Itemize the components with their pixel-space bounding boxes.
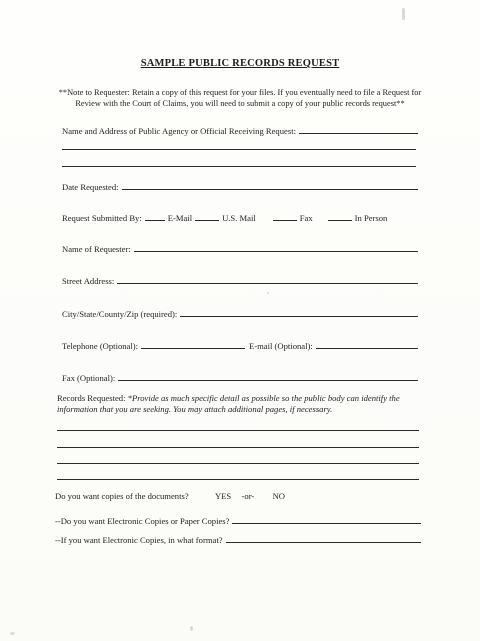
telephone-fill-line[interactable]: [141, 348, 245, 349]
records-line-4[interactable]: [57, 479, 419, 480]
copies-question-row: [55, 491, 285, 501]
electronic-or-paper-fill-line[interactable]: [232, 523, 421, 524]
records-label: Records Requested:: [57, 393, 126, 403]
street-field: [62, 276, 418, 286]
format-label: --If you want Electronic Copies, in what format?: [55, 535, 223, 545]
page-title: SAMPLE PUBLIC RECORDS REQUEST: [140, 58, 340, 69]
in-person-method-blank[interactable]: [328, 220, 352, 221]
requester-note: **Note to Requester: Retain a copy of this request for your files. If you eventually need to file a Request for Review with the Court of Claims, you will need to submit a copy of your public records request**: [58, 88, 422, 108]
scan-speck: [10, 632, 15, 635]
telephone-label: Telephone (Optional):: [62, 341, 139, 351]
electronic-or-paper-label: --Do you want Electronic Copies or Paper Copies?: [55, 516, 230, 526]
electronic-or-paper-field: [55, 516, 421, 526]
copies-no[interactable]: NO: [272, 491, 285, 501]
email-fill-line[interactable]: [316, 348, 418, 349]
copies-yes[interactable]: YES: [214, 491, 232, 501]
agency-line-3[interactable]: [62, 166, 416, 167]
agency-field: [62, 126, 418, 136]
copies-question: Do you want copies of the documents?: [55, 491, 189, 501]
agency-line-2[interactable]: [62, 149, 416, 150]
records-line-3[interactable]: [57, 463, 419, 464]
telephone-email-field: [62, 341, 418, 351]
fax-label: Fax (Optional):: [62, 373, 116, 383]
records-line-2[interactable]: [57, 447, 419, 448]
records-requested: [57, 393, 419, 415]
email-label: E-mail (Optional):: [249, 341, 313, 351]
fax-method-blank[interactable]: [273, 220, 297, 221]
city-field: [62, 309, 418, 319]
date-field: [62, 182, 418, 192]
email-method-blank[interactable]: [145, 220, 165, 221]
fax-field: [62, 373, 418, 383]
copies-or: -or-: [241, 491, 255, 501]
scan-speck: [267, 292, 269, 294]
format-field: [55, 535, 421, 545]
method-email-label: E-Mail: [167, 213, 193, 223]
method-fax-label: Fax: [299, 213, 313, 223]
submitted-by-field: [62, 213, 418, 223]
street-label: Street Address:: [62, 276, 115, 286]
scan-speck: [190, 626, 193, 631]
agency-fill-line[interactable]: [299, 133, 418, 134]
date-label: Date Requested:: [62, 182, 119, 192]
agency-label: Name and Address of Public Agency or Official Receiving Request:: [62, 126, 296, 136]
records-instructions: *Provide as much specific detail as possible so the public body can identify the information that you are seeking. You may attach additional pages, if necessary.: [57, 393, 400, 414]
scan-speck: [402, 8, 405, 20]
records-line-1[interactable]: [57, 430, 419, 431]
city-fill-line[interactable]: [180, 316, 418, 317]
method-person-label: In Person: [354, 213, 388, 223]
mail-method-blank[interactable]: [195, 220, 219, 221]
street-fill-line[interactable]: [117, 283, 418, 284]
date-fill-line[interactable]: [122, 189, 418, 190]
city-label: City/State/County/Zip (required):: [62, 309, 178, 319]
requester-label: Name of Requester:: [62, 244, 131, 254]
submitted-by-label: Request Submitted By:: [62, 213, 142, 223]
format-fill-line[interactable]: [226, 542, 421, 543]
requester-field: [62, 244, 418, 254]
method-mail-label: U.S. Mail: [222, 213, 256, 223]
requester-fill-line[interactable]: [134, 251, 418, 252]
fax-fill-line[interactable]: [118, 380, 418, 381]
